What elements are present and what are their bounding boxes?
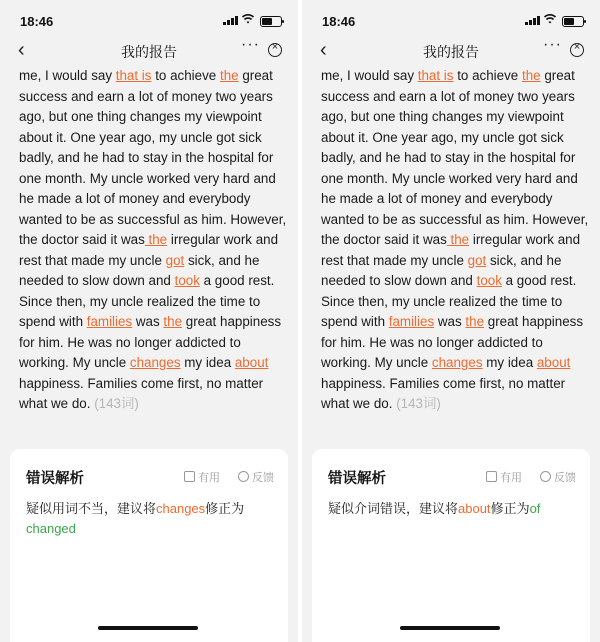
back-icon[interactable]: ‹ (320, 39, 327, 61)
useful-button[interactable]: 有用 (486, 469, 522, 485)
back-icon[interactable]: ‹ (18, 39, 25, 61)
signal-icon (223, 16, 238, 25)
flagged-word[interactable]: about (536, 355, 571, 370)
thumbs-up-icon (184, 471, 195, 482)
page-title: 我的报告 (423, 44, 479, 60)
status-time: 18:46 (322, 14, 356, 29)
flagged-word[interactable]: families (86, 314, 133, 329)
page-title: 我的报告 (121, 44, 177, 60)
essay-segment: me, I would say (19, 68, 116, 83)
battery-icon (260, 16, 282, 27)
feedback-button[interactable]: 反馈 (238, 469, 274, 485)
essay-segment: was (132, 314, 164, 329)
suggested-word: changed (26, 521, 76, 536)
nav-bar (302, 38, 600, 64)
original-word: changes (156, 501, 206, 516)
error-message: 疑似介词错误，建议将about修正为of (328, 501, 541, 516)
close-icon[interactable]: × (268, 43, 282, 57)
flagged-word[interactable]: about (234, 355, 269, 370)
flagged-word[interactable]: got (467, 252, 487, 268)
error-analysis-panel (312, 449, 590, 642)
flagged-word[interactable]: got (165, 252, 185, 268)
home-indicator (98, 626, 198, 630)
original-word: about (458, 501, 491, 516)
useful-button[interactable]: 有用 (184, 469, 220, 485)
panel-heading: 错误解析 (328, 471, 386, 487)
wifi-icon (242, 13, 254, 25)
panel-heading: 错误解析 (26, 471, 84, 487)
feedback-icon (238, 471, 249, 482)
signal-icon (525, 16, 540, 25)
word-count: (143词) (94, 396, 139, 411)
phone-screen-left (0, 0, 298, 642)
home-indicator (400, 626, 500, 630)
more-icon[interactable]: ··· (543, 36, 562, 53)
feedback-button[interactable]: 反馈 (540, 469, 576, 485)
essay-segment: a good rest. Since then, my uncle realized the time to spend with (19, 273, 275, 329)
flagged-word[interactable]: took (174, 273, 200, 288)
status-bar (302, 0, 600, 40)
flagged-word[interactable]: took (476, 273, 502, 288)
essay-segment: sick, and he needed to slow down and (321, 252, 562, 288)
flagged-word[interactable]: the (446, 232, 470, 247)
essay-segment: great happiness for him. He was no longer addicted to working. My uncle (19, 314, 282, 370)
essay-segment: my idea (180, 355, 235, 370)
essay-segment: irregular work and rest that made my uncle (321, 232, 581, 268)
more-icon[interactable]: ··· (241, 36, 260, 53)
flagged-word[interactable]: that is (417, 68, 454, 83)
flagged-word[interactable]: that is (115, 68, 152, 83)
error-analysis-panel (10, 449, 288, 642)
status-bar (0, 0, 298, 40)
flagged-word[interactable]: the (144, 232, 168, 247)
flagged-word[interactable]: changes (431, 355, 483, 370)
flagged-word[interactable]: changes (129, 355, 181, 370)
suggested-word: of (529, 501, 541, 516)
status-time: 18:46 (20, 14, 54, 29)
word-count: (143词) (396, 396, 441, 411)
essay-segment: sick, and he needed to slow down and (19, 252, 260, 288)
flagged-word[interactable]: the (163, 314, 183, 329)
essay-segment: happiness. Families come first, no matter what we do. (321, 375, 566, 411)
essay-segment: to achieve (151, 68, 220, 83)
close-icon[interactable]: × (570, 43, 584, 57)
flagged-word[interactable]: families (388, 314, 435, 329)
error-message: 疑似用词不当，建议将changes修正为changed (26, 501, 245, 536)
battery-icon (562, 16, 584, 27)
essay-segment: my idea (482, 355, 537, 370)
essay-text (19, 66, 289, 415)
thumbs-up-icon (486, 471, 497, 482)
essay-segment: great success and earn a lot of money two years ago, but one thing changes my viewpoint about it. One year ago, my uncle got sick badly, and he had to stay in the hospital for one month. My uncle worked very hard and he made a lot of money and everybody wanted to be as successful as him. However, the doctor said it was (321, 68, 589, 247)
flagged-word[interactable]: the (219, 68, 239, 83)
flagged-word[interactable]: the (465, 314, 485, 329)
flagged-word[interactable]: the (521, 68, 541, 83)
essay-segment: me, I would say (321, 68, 418, 83)
phone-screen-right (302, 0, 600, 642)
essay-segment: to achieve (453, 68, 522, 83)
essay-segment: a good rest. Since then, my uncle realized the time to spend with (321, 273, 577, 329)
essay-segment: was (434, 314, 466, 329)
nav-bar (0, 38, 298, 64)
essay-segment: great success and earn a lot of money two years ago, but one thing changes my viewpoint about it. One year ago, my uncle got sick badly, and he had to stay in the hospital for one month. My uncle worked very hard and he made a lot of money and everybody wanted to be as successful as him. However, the doctor said it was (19, 68, 287, 247)
wifi-icon (544, 13, 556, 25)
essay-segment: happiness. Families come first, no matter what we do. (19, 375, 264, 411)
essay-segment: great happiness for him. He was no longer addicted to working. My uncle (321, 314, 584, 370)
feedback-icon (540, 471, 551, 482)
essay-segment: irregular work and rest that made my uncle (19, 232, 279, 268)
essay-text (321, 66, 591, 415)
